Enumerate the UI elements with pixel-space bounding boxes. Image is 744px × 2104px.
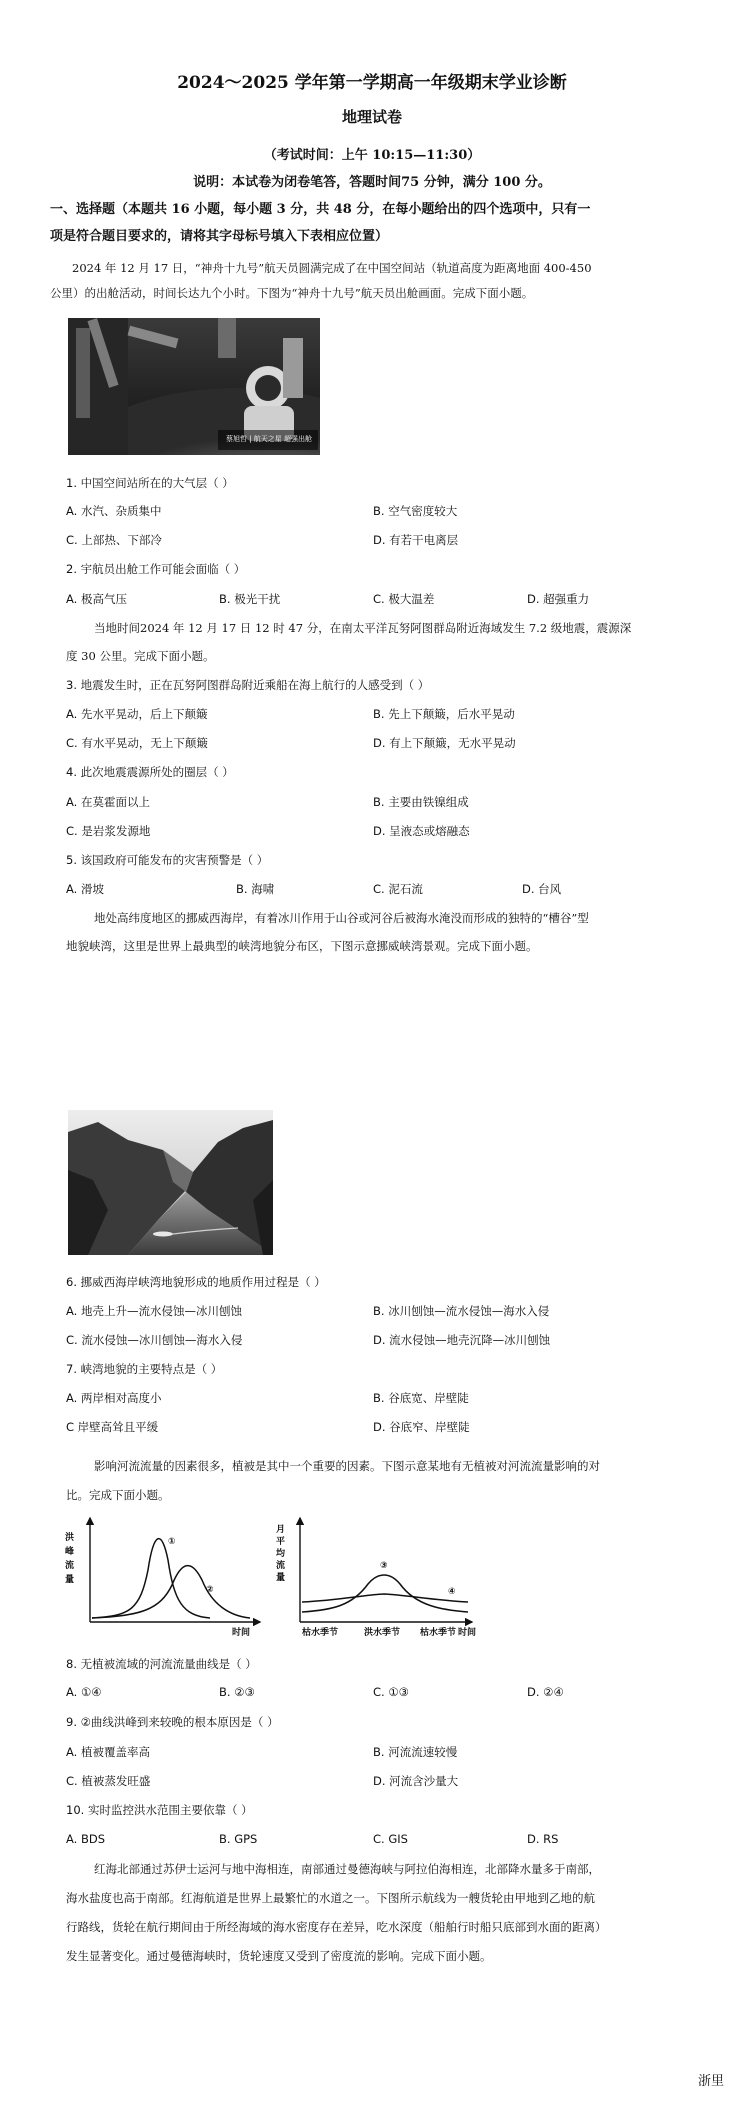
exam-title: 2024～2025 学年第一学期高一年级期末学业诊断 — [177, 73, 567, 93]
section-heading-line1: 一、选择题（本题共 16 小题，每小题 3 分，共 48 分，在每小题给出的四个选项中，只有一 — [50, 202, 591, 217]
chart2-tick-flood: 洪水季节 — [364, 1628, 401, 1638]
q8-option-d[interactable]: D. ②④ — [527, 1685, 564, 1699]
chart1-ylabel-1: 洪 — [65, 1533, 75, 1543]
q10-option-c[interactable]: C. GIS — [373, 1832, 408, 1846]
q7-stem: 7. 峡湾地貌的主要特点是（ ） — [66, 1362, 223, 1376]
astronaut-photo — [68, 318, 320, 455]
chart1-series-2-label: ② — [206, 1585, 214, 1595]
chart2-ylabel-1: 月 — [276, 1525, 286, 1535]
chart1-ylabel-2: 峰 — [65, 1547, 75, 1557]
intro1-line1: 2024 年 12 月 17 日，“神舟十九号”航天员圆满完成了在中国空间站（轨道高度为距离地面 400-450 — [72, 261, 592, 275]
intro3-line1: 地处高纬度地区的挪威西海岸，有着冰川作用于山谷或河谷后被海水淹没而形成的独特的“槽谷”型 — [94, 911, 589, 925]
q5-stem: 5. 该国政府可能发布的灾害预警是（ ） — [66, 853, 269, 867]
flood-peak-chart — [60, 1510, 270, 1640]
q9-stem: 9. ②曲线洪峰到来较晚的根本原因是（ ） — [66, 1715, 279, 1729]
q6-option-a[interactable]: A. 地壳上升—流水侵蚀—冰川刨蚀 — [66, 1304, 242, 1318]
fjord-photo — [68, 1110, 273, 1255]
q3-option-c[interactable]: C. 有水平晃动，无上下颠簸 — [66, 736, 208, 750]
q3-option-d[interactable]: D. 有上下颠簸，无水平晃动 — [373, 736, 516, 750]
q8-stem: 8. 无植被流域的河流流量曲线是（ ） — [66, 1657, 257, 1671]
chart1-xlabel: 时间 — [232, 1628, 251, 1638]
q1-option-d[interactable]: D. 有若干电离层 — [373, 533, 459, 547]
q5-option-c[interactable]: C. 泥石流 — [373, 882, 423, 896]
intro5-line2: 海水盐度也高于南部。红海航道是世界上最繁忙的水道之一。下图所示航线为一艘货轮由甲地到乙地的航 — [66, 1891, 595, 1905]
q4-option-b[interactable]: B. 主要由铁镍组成 — [373, 795, 469, 809]
chart2-xlabel: 时间 — [458, 1628, 477, 1638]
q3-option-b[interactable]: B. 先上下颠簸，后水平晃动 — [373, 707, 515, 721]
q3-option-a[interactable]: A. 先水平晃动，后上下颠簸 — [66, 707, 208, 721]
q4-stem: 4. 此次地震震源所处的圈层（ ） — [66, 765, 234, 779]
chart2-tick-dry-2: 枯水季节 — [420, 1628, 457, 1638]
q2-option-b[interactable]: B. 极光干扰 — [219, 592, 281, 606]
q1-stem: 1. 中国空间站所在的大气层（ ） — [66, 476, 234, 490]
q3-stem: 3. 地震发生时，正在瓦努阿图群岛附近乘船在海上航行的人感受到（ ） — [66, 678, 430, 692]
q1-option-a[interactable]: A. 水汽、杂质集中 — [66, 504, 162, 518]
intro5-line4: 发生显著变化。通过曼德海峡时，货轮速度又受到了密度流的影响。完成下面小题。 — [66, 1949, 492, 1963]
q6-stem: 6. 挪威西海岸峡湾地貌形成的地质作用过程是（ ） — [66, 1275, 326, 1289]
monthly-flow-chart — [272, 1510, 482, 1640]
exam-time: （考试时间：上午 10:15—11:30） — [263, 148, 481, 163]
intro5-line1: 红海北部通过苏伊士运河与地中海相连，南部通过曼德海峡与阿拉伯海相连，北部降水量多于南部， — [94, 1862, 600, 1876]
q5-option-d[interactable]: D. 台风 — [522, 882, 562, 896]
q1-option-c[interactable]: C. 上部热、下部冷 — [66, 533, 162, 547]
intro4-line1: 影响河流流量的因素很多，植被是其中一个重要的因素。下图示意某地有无植被对河流流量影响的对 — [94, 1459, 600, 1473]
intro2-line2: 度 30 公里。完成下面小题。 — [66, 649, 215, 663]
q9-option-a[interactable]: A. 植被覆盖率高 — [66, 1745, 150, 1759]
q6-option-d[interactable]: D. 流水侵蚀—地壳沉降—冰川刨蚀 — [373, 1333, 551, 1347]
chart2-series-4-label: ④ — [448, 1587, 456, 1597]
q9-option-d[interactable]: D. 河流含沙量大 — [373, 1774, 459, 1788]
chart1-series-1-label: ① — [168, 1537, 176, 1547]
intro2-line1: 当地时间2024 年 12 月 17 日 12 时 47 分，在南太平洋瓦努阿图群岛附近海域发生 7.2 级地震，震源深 — [94, 621, 632, 635]
chart2-series-3-label: ③ — [380, 1561, 388, 1571]
q4-option-d[interactable]: D. 呈液态或熔融态 — [373, 824, 470, 838]
q9-option-b[interactable]: B. 河流流速较慢 — [373, 1745, 458, 1759]
q4-option-c[interactable]: C. 是岩浆发源地 — [66, 824, 151, 838]
intro4-line2: 比。完成下面小题。 — [66, 1488, 170, 1502]
chart2-series-4-line — [302, 1594, 468, 1602]
chart2-ylabel-5: 量 — [276, 1573, 286, 1583]
chart2-ylabel-2: 平 — [276, 1537, 286, 1547]
chart2-ylabel-3: 均 — [276, 1549, 286, 1559]
q8-option-c[interactable]: C. ①③ — [373, 1685, 409, 1699]
q2-option-a[interactable]: A. 极高气压 — [66, 592, 127, 606]
intro5-line3: 行路线，货轮在航行期间由于所经海域的海水密度存在差异，吃水深度（船舶行时船只底部到水面的距离） — [66, 1920, 607, 1934]
q8-option-b[interactable]: B. ②③ — [219, 1685, 255, 1699]
q8-option-a[interactable]: A. ①④ — [66, 1685, 102, 1699]
q2-option-d[interactable]: D. 超强重力 — [527, 592, 590, 606]
photo-caption: 蔡旭哲 | 航天之星 超强出舱 — [226, 435, 313, 443]
chart1-series-1-line — [92, 1539, 210, 1618]
chart1-ylabel-3: 流 — [65, 1561, 75, 1571]
chart2-tick-dry-1: 枯水季节 — [302, 1628, 339, 1638]
section-heading-line2: 项是符合题目要求的，请将其字母标号填入下表相应位置） — [50, 229, 389, 244]
q2-stem: 2. 宇航员出舱工作可能会面临（ ） — [66, 562, 246, 576]
intro1-line2: 公里）的出舱活动，时间长达九个小时。下图为“神舟十九号”航天员出舱画面。完成下面小题。 — [50, 286, 534, 300]
q5-option-a[interactable]: A. 滑坡 — [66, 882, 104, 896]
subject-title: 地理试卷 — [341, 108, 402, 126]
chart1-ylabel-4: 量 — [65, 1575, 75, 1585]
q5-option-b[interactable]: B. 海啸 — [236, 882, 275, 896]
q1-option-b[interactable]: B. 空气密度较大 — [373, 504, 458, 518]
footer-mark: 浙里 — [698, 2074, 725, 2089]
exam-instructions: 说明：本试卷为闭卷笔答，答题时间75 分钟，满分 100 分。 — [193, 175, 551, 190]
q7-option-c[interactable]: C 岸壁高耸且平缓 — [66, 1420, 159, 1434]
q6-option-b[interactable]: B. 冰川刨蚀—流水侵蚀—海水入侵 — [373, 1304, 550, 1318]
q7-option-a[interactable]: A. 两岸相对高度小 — [66, 1391, 162, 1405]
q6-option-c[interactable]: C. 流水侵蚀—冰川刨蚀—海水入侵 — [66, 1333, 243, 1347]
q4-option-a[interactable]: A. 在莫霍面以上 — [66, 795, 150, 809]
q10-option-b[interactable]: B. GPS — [219, 1832, 258, 1846]
q10-option-d[interactable]: D. RS — [527, 1832, 559, 1846]
q2-option-c[interactable]: C. 极大温差 — [373, 592, 435, 606]
q10-stem: 10. 实时监控洪水范围主要依靠（ ） — [66, 1803, 253, 1817]
q9-option-c[interactable]: C. 植被蒸发旺盛 — [66, 1774, 151, 1788]
q10-option-a[interactable]: A. BDS — [66, 1832, 106, 1846]
intro3-line2: 地貌峡湾，这里是世界上最典型的峡湾地貌分布区，下图示意挪威峡湾景观。完成下面小题。 — [66, 939, 538, 953]
chart2-ylabel-4: 流 — [276, 1561, 286, 1571]
q7-option-d[interactable]: D. 谷底窄、岸壁陡 — [373, 1420, 470, 1434]
q7-option-b[interactable]: B. 谷底宽、岸壁陡 — [373, 1391, 469, 1405]
